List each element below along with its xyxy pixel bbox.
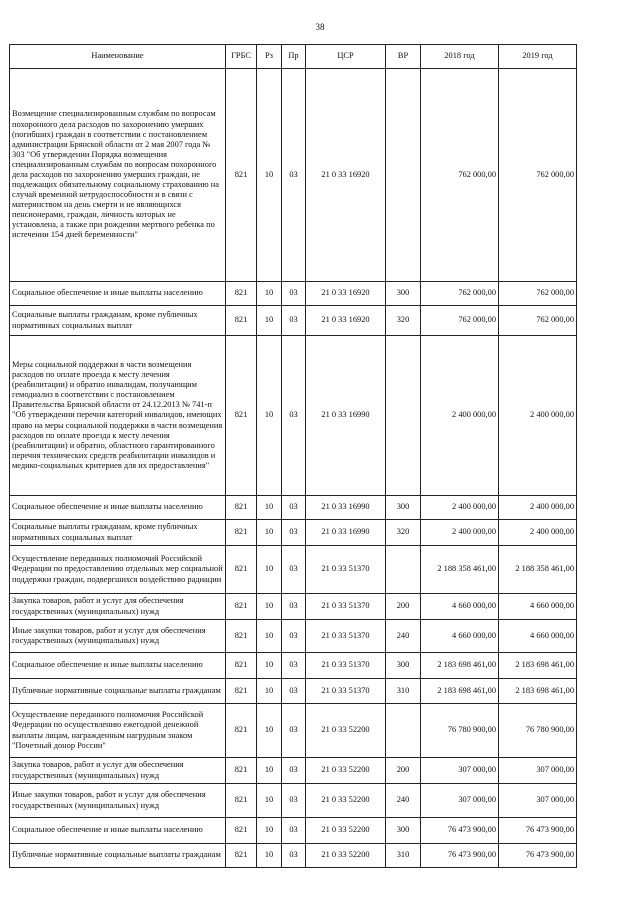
row-grbs: 821 [226,282,257,306]
row-2018: 2 400 000,00 [421,336,499,496]
row-2019: 762 000,00 [499,69,577,282]
row-grbs: 821 [226,520,257,546]
row-vr: 320 [386,520,421,546]
table-row [10,818,577,844]
row-grbs: 821 [226,546,257,594]
row-2019: 762 000,00 [499,282,577,306]
row-pr: 03 [282,496,306,520]
table-row [10,282,577,306]
row-grbs: 821 [226,496,257,520]
row-vr: 300 [386,818,421,844]
row-rz: 10 [257,306,282,336]
row-2018: 762 000,00 [421,306,499,336]
row-pr: 03 [282,758,306,784]
row-rz: 10 [257,679,282,704]
row-rz: 10 [257,546,282,594]
row-rz: 10 [257,758,282,784]
row-rz: 10 [257,653,282,679]
table-row [10,844,577,868]
row-grbs: 821 [226,679,257,704]
table-row [10,620,577,653]
row-vr [386,546,421,594]
row-csr: 21 0 33 16920 [306,306,386,336]
row-2018: 2 400 000,00 [421,520,499,546]
row-grbs: 821 [226,336,257,496]
row-name: Меры социальной поддержки в части возмещения расходов по оплате проезда к месту лечения (реабилитации) и обратно инвалидам, получающим гемодиализ в соответствии с постановлением Правительства Брянской области от 24.12.2013 № 741-п "Об утверждении перечня категорий инвалидов, имеющих право на меры социальной поддержки в части возмещения расходов по оплате проезда к месту лечения (реабилитации) и обратно, областного гарантированного перечня технических средств реабилитации инвалидов и медико-социальных критериев для их предоставления" [10,336,226,496]
row-rz: 10 [257,336,282,496]
row-name: Закупка товаров, работ и услуг для обеспечения государственных (муниципальных) нужд [10,594,226,620]
header-2019: 2019 год [499,45,577,69]
row-2019: 2 188 358 461,00 [499,546,577,594]
row-csr: 21 0 33 16920 [306,282,386,306]
row-name: Публичные нормативные социальные выплаты гражданам [10,844,226,868]
row-vr: 200 [386,758,421,784]
row-csr: 21 0 33 52200 [306,704,386,758]
row-name: Закупка товаров, работ и услуг для обеспечения государственных (муниципальных) нужд [10,758,226,784]
row-csr: 21 0 33 16990 [306,496,386,520]
table-row [10,704,577,758]
row-2019: 307 000,00 [499,758,577,784]
row-name: Осуществление переданных полномочий Российской Федерации по предоставлению отдельных мер социальной поддержки граждан, подвергшихся воздействию радиации [10,546,226,594]
row-pr: 03 [282,282,306,306]
row-vr: 310 [386,844,421,868]
row-pr: 03 [282,844,306,868]
row-vr: 300 [386,496,421,520]
table-row [10,306,577,336]
row-2018: 2 188 358 461,00 [421,546,499,594]
row-grbs: 821 [226,306,257,336]
row-2018: 4 660 000,00 [421,620,499,653]
row-2019: 2 183 698 461,00 [499,679,577,704]
row-2018: 307 000,00 [421,758,499,784]
row-csr: 21 0 33 52200 [306,818,386,844]
row-name: Возмещение специализированным службам по вопросам похоронного дела расходов по захоронению умерших (погибших) граждан в соответствии с постановлением администрации Брянской области от 2 мая 2007 года № 303 "Об утверждении Порядка возмещения специализированным службам по вопросам похоронного дела расходов по захоронению умерших граждан, не подлежащих обязательному социальному страхованию на случай временной нетрудоспособности и в связи с материнством на день смерти и не являющихся пенсионерами, граждан, личность которых не установлена, а также при рождении мертвого ребенка по истечении 154 дней беременности" [10,69,226,282]
header-name: Наименование [10,45,226,69]
row-2018: 76 473 900,00 [421,818,499,844]
header-2018: 2018 год [421,45,499,69]
row-grbs: 821 [226,758,257,784]
table-row [10,594,577,620]
row-vr [386,704,421,758]
header-vr: ВР [386,45,421,69]
row-rz: 10 [257,69,282,282]
row-name: Публичные нормативные социальные выплаты гражданам [10,679,226,704]
row-grbs: 821 [226,69,257,282]
table-header-row [10,45,577,69]
row-2019: 762 000,00 [499,306,577,336]
row-name: Социальное обеспечение и иные выплаты населению [10,818,226,844]
row-grbs: 821 [226,818,257,844]
row-2019: 4 660 000,00 [499,620,577,653]
row-rz: 10 [257,520,282,546]
row-2018: 2 400 000,00 [421,496,499,520]
row-csr: 21 0 33 51370 [306,594,386,620]
row-grbs: 821 [226,844,257,868]
row-vr: 240 [386,620,421,653]
row-pr: 03 [282,546,306,594]
table-row [10,496,577,520]
row-rz: 10 [257,818,282,844]
row-rz: 10 [257,594,282,620]
row-vr: 310 [386,679,421,704]
row-pr: 03 [282,679,306,704]
header-grbs: ГРБС [226,45,257,69]
row-2019: 307 000,00 [499,784,577,818]
row-grbs: 821 [226,704,257,758]
row-pr: 03 [282,594,306,620]
header-rz: Рз [257,45,282,69]
row-name: Социальные выплаты гражданам, кроме публичных нормативных социальных выплат [10,306,226,336]
budget-table [9,44,577,868]
row-2019: 2 183 698 461,00 [499,653,577,679]
row-2018: 2 183 698 461,00 [421,679,499,704]
row-vr: 240 [386,784,421,818]
row-csr: 21 0 33 16990 [306,336,386,496]
table-row [10,520,577,546]
row-2019: 76 473 900,00 [499,818,577,844]
header-pr: Пр [282,45,306,69]
row-name: Осуществление переданного полномочия Российской Федерации по осуществлению ежегодной денежной выплаты лицам, награжденным нагрудным знаком "Почетный донор России" [10,704,226,758]
table-row [10,336,577,496]
row-2019: 2 400 000,00 [499,520,577,546]
row-2019: 2 400 000,00 [499,336,577,496]
row-csr: 21 0 33 51370 [306,620,386,653]
table-row [10,758,577,784]
row-rz: 10 [257,282,282,306]
row-2018: 76 473 900,00 [421,844,499,868]
row-2019: 4 660 000,00 [499,594,577,620]
row-rz: 10 [257,704,282,758]
row-2018: 762 000,00 [421,69,499,282]
row-vr: 320 [386,306,421,336]
row-2018: 4 660 000,00 [421,594,499,620]
header-csr: ЦСР [306,45,386,69]
row-rz: 10 [257,620,282,653]
row-pr: 03 [282,653,306,679]
row-vr [386,69,421,282]
row-name: Иные закупки товаров, работ и услуг для обеспечения государственных (муниципальных) нужд [10,784,226,818]
row-csr: 21 0 33 16990 [306,520,386,546]
row-pr: 03 [282,620,306,653]
row-name: Социальное обеспечение и иные выплаты населению [10,496,226,520]
row-2019: 2 400 000,00 [499,496,577,520]
row-name: Социальное обеспечение и иные выплаты населению [10,282,226,306]
page-number: 38 [315,22,325,32]
table-row [10,679,577,704]
table-row [10,784,577,818]
row-2018: 76 780 900,00 [421,704,499,758]
row-vr: 200 [386,594,421,620]
row-2018: 307 000,00 [421,784,499,818]
row-2018: 2 183 698 461,00 [421,653,499,679]
row-rz: 10 [257,784,282,818]
row-pr: 03 [282,306,306,336]
table-row [10,653,577,679]
row-name: Социальное обеспечение и иные выплаты населению [10,653,226,679]
row-name: Иные закупки товаров, работ и услуг для обеспечения государственных (муниципальных) нужд [10,620,226,653]
row-2019: 76 780 900,00 [499,704,577,758]
row-vr: 300 [386,653,421,679]
row-grbs: 821 [226,594,257,620]
row-name: Социальные выплаты гражданам, кроме публичных нормативных социальных выплат [10,520,226,546]
row-pr: 03 [282,818,306,844]
row-pr: 03 [282,784,306,818]
row-pr: 03 [282,520,306,546]
row-rz: 10 [257,844,282,868]
table-row [10,69,577,282]
row-vr: 300 [386,282,421,306]
row-csr: 21 0 33 51370 [306,546,386,594]
row-csr: 21 0 33 52200 [306,758,386,784]
row-csr: 21 0 33 52200 [306,844,386,868]
row-rz: 10 [257,496,282,520]
row-pr: 03 [282,69,306,282]
row-grbs: 821 [226,653,257,679]
row-vr [386,336,421,496]
row-pr: 03 [282,336,306,496]
row-2019: 76 473 900,00 [499,844,577,868]
row-csr: 21 0 33 16920 [306,69,386,282]
row-csr: 21 0 33 51370 [306,679,386,704]
row-grbs: 821 [226,784,257,818]
row-csr: 21 0 33 51370 [306,653,386,679]
table-row [10,546,577,594]
row-grbs: 821 [226,620,257,653]
row-csr: 21 0 33 52200 [306,784,386,818]
row-2018: 762 000,00 [421,282,499,306]
row-pr: 03 [282,704,306,758]
